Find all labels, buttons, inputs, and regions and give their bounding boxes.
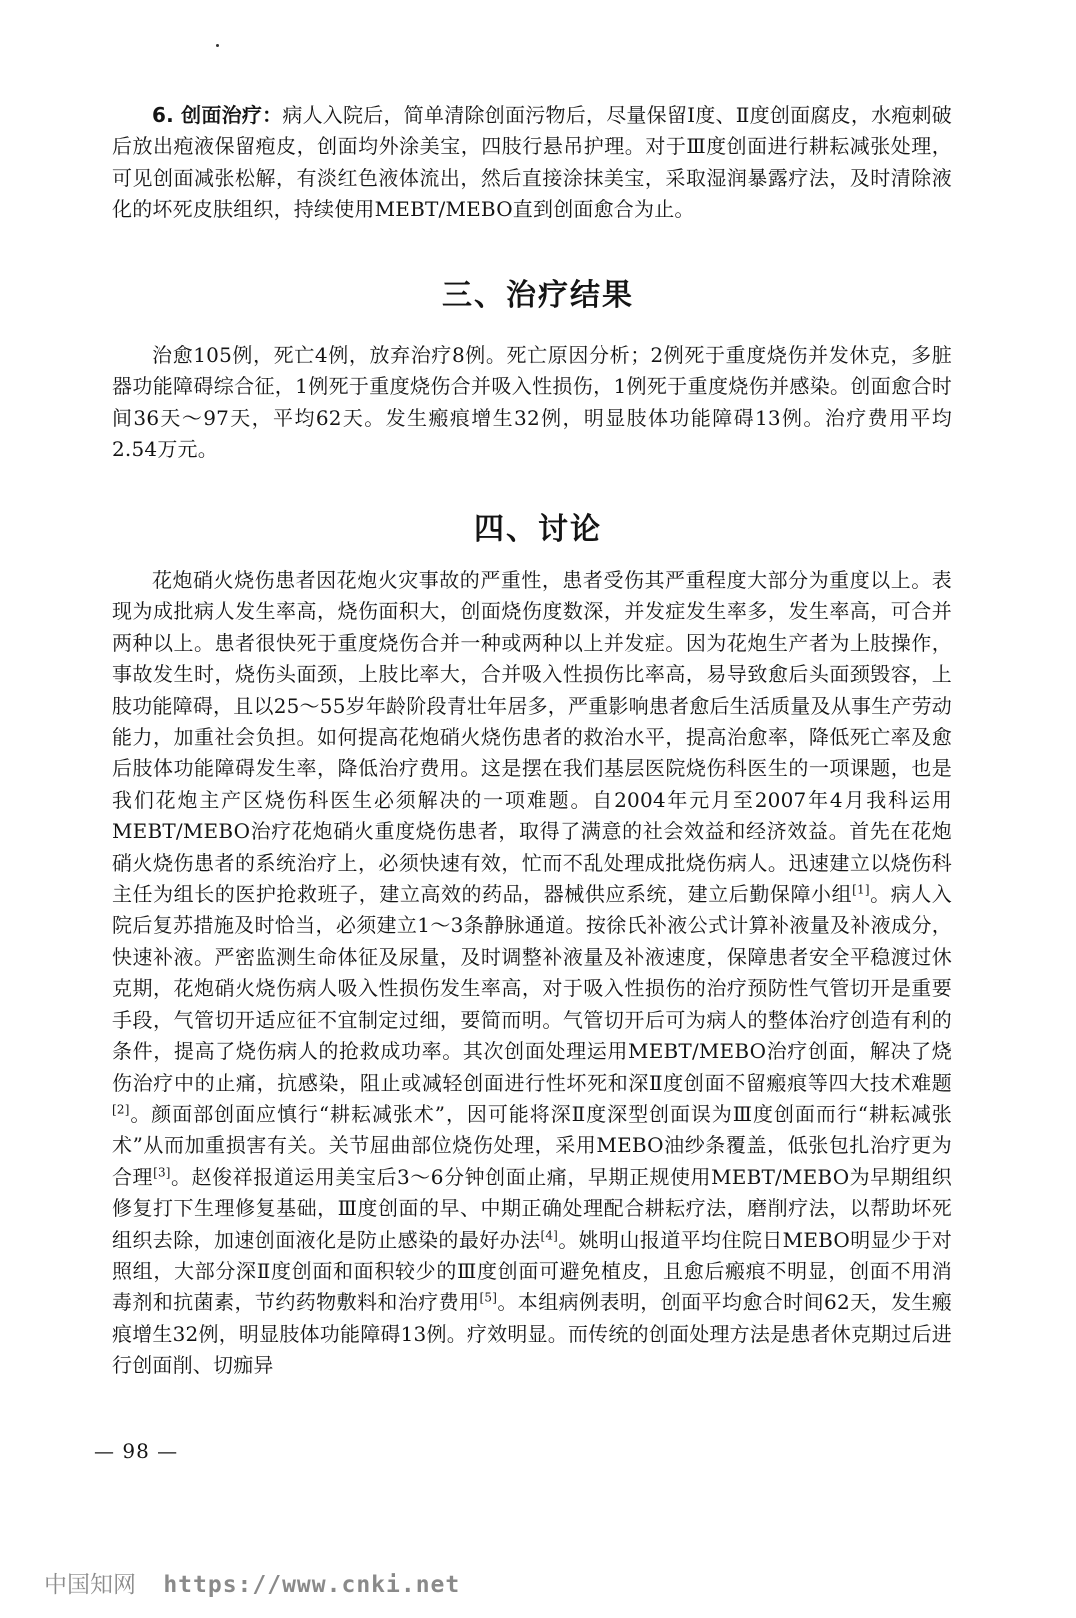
discussion-text-5: 。姚明山报道平均住院日MEBO明显少于对照组，大部分深Ⅱ度创面和面积较少的Ⅲ度创面可避免植皮，且愈后瘢痕不明显，创面不用消毒剂和抗菌素，节约药物敷料和治疗费用 bbox=[112, 1227, 953, 1315]
results-paragraph: 治愈105例，死亡4例，放弃治疗8例。死亡原因分析；2例死于重度烧伤并发休克，多脏器功能障碍综合征，1例死于重度烧伤合并吸入性损伤，1例死于重度烧伤并感染。创面愈合时间36天～97天，平均62天。发生瘢痕增生32例，明显肢体功能障碍13例。治疗费用平均2.54万元。 bbox=[112, 343, 952, 462]
discussion-heading: 四、讨论 bbox=[474, 512, 602, 547]
discussion-paragraph bbox=[112, 565, 952, 1382]
discussion-text-3: 。颜面部创面应慎行“耕耘减张术”，因可能将深Ⅱ度深型创面误为Ⅲ度创面而行“耕耘减张术”从而加重损害有关。关节屈曲部位烧伤处理，采用MEBO油纱条覆盖，低张包扎治疗更为合理 bbox=[112, 1101, 952, 1189]
treatment-paragraph bbox=[112, 100, 952, 226]
discussion-text-6: 。本组病例表明，创面平均愈合时间62天，发生瘢痕增生32例，明显肢体功能障碍13例。疗效明显。而传统的创面处理方法是患者休克期过后进行创面削、切痂异 bbox=[112, 1290, 952, 1378]
citation-5: [5] bbox=[479, 1290, 498, 1305]
treatment-label: 6. 创面治疗： bbox=[152, 103, 283, 127]
treatment-text: 病人入院后，简单清除创面污物后，尽量保留Ⅰ度、Ⅱ度创面腐皮，水疱刺破后放出疱液保留疱皮，创面均外涂美宝，四肢行悬吊护理。对于Ⅲ度创面进行耕耘减张处理，可见创面减张松解，有淡红色液体流出，然后直接涂抹美宝，采取湿润暴露疗法，及时清除液化的坏死皮肤组织，持续使用MEBT/MEBO直到创面愈合为止。 bbox=[112, 103, 952, 222]
footer-url-link[interactable]: https://www.cnki.net bbox=[163, 1572, 461, 1598]
results-heading: 三、治疗结果 bbox=[442, 278, 634, 313]
discussion-text-1: 花炮硝火烧伤患者因花炮火灾事故的严重性，患者受伤其严重程度大部分为重度以上。表现为成批病人发生率高，烧伤面积大，创面烧伤度数深，并发症发生率多，发生率高，可合并两种以上。患者很快死于重度烧伤合并一种或两种以上并发症。因为花炮生产者为上肢操作，事故发生时，烧伤头面颈，上肢比率大，合并吸入性损伤比率高，易导致愈后头面颈毁容，上肢功能障碍，且以25～55岁年龄阶段青壮年居多，严重影响患者愈后生活质量及从事生产劳动能力，加重社会负担。如何提高花炮硝火烧伤患者的救治水平，提高治愈率，降低死亡率及愈后肢体功能障碍发生率，降低治疗费用。这是摆在我们基层医院烧伤科医生的一项课题，也是我们花炮主产区烧伤科医生必须解决的一项难题。自2004年元月至2007年4月我科运用MEBT/MEBO治疗花炮硝火重度烧伤患者，取得了满意的社会效益和经济效益。首先在花炮硝火烧伤患者的系统治疗上，必须快速有效，忙而不乱处理成批烧伤病人。迅速建立以烧伤科主任为组长的医护抢救班子，建立高效的药品，器械供应系统，建立后勤保障小组 bbox=[112, 568, 952, 907]
discussion-text-4: 。赵俊祥报道运用美宝后3～6分钟创面止痛，早期正规使用MEBT/MEBO为早期组织修复打下生理修复基础，Ⅲ度创面的早、中期正确处理配合耕耘疗法，磨削疗法，以帮助坏死组织去除，加速创面液化是防止感染的最好办法 bbox=[112, 1164, 953, 1252]
scan-speck bbox=[216, 44, 219, 47]
citation-3: [3] bbox=[153, 1165, 171, 1180]
footer-brand: 中国知网 bbox=[44, 1572, 136, 1598]
page-number: — 98 — bbox=[94, 1439, 179, 1463]
discussion-text-2: 。病人入院后复苏措施及时恰当，必须建立1～3条静脉通道。按徐氏补液公式计算补液量及补液成分，快速补液。严密监测生命体征及尿量，及时调整补液量及补液速度，保障患者安全平稳渡过休克期，花炮硝火烧伤病人吸入性损伤发生率高，对于吸入性损伤的治疗预防性气管切开是重要手段，气管切开适应征不宜制定过细，要简而明。气管切开后可为病人的整体治疗创造有利的条件，提高了烧伤病人的抢救成功率。其次创面处理运用MEBT/MEBO治疗创面，解决了烧伤治疗中的止痛，抗感染，阻止或减轻创面进行性坏死和深Ⅱ度创面不留瘢痕等四大技术难题 bbox=[112, 882, 952, 1095]
citation-2: [2] bbox=[112, 1102, 130, 1117]
citation-1: [1] bbox=[852, 882, 870, 897]
footer-watermark bbox=[44, 1566, 460, 1599]
citation-4: [4] bbox=[540, 1227, 559, 1242]
